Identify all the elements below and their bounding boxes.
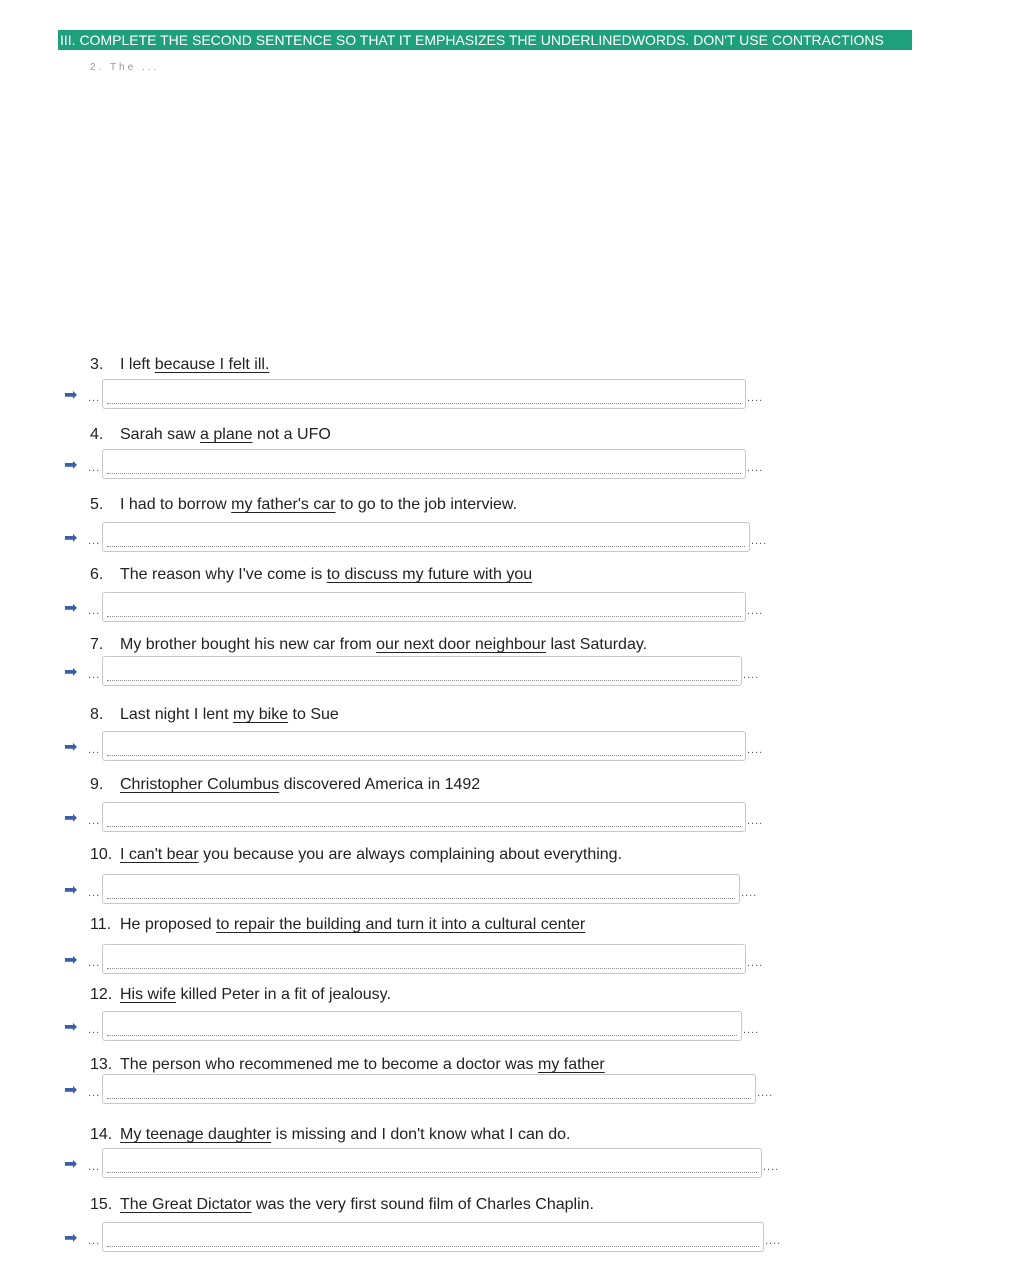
arrow-right-icon: ➡ [64, 952, 78, 969]
answer-dots-right: .... [747, 392, 764, 404]
answer-input-box[interactable] [102, 1074, 756, 1104]
question-text-end: to Sue [288, 706, 339, 723]
answer-dots-left: ... [88, 744, 101, 756]
answer-input-box[interactable] [102, 592, 746, 622]
answer-input-box[interactable] [102, 449, 746, 479]
answer-dots-right: .... [743, 669, 760, 681]
question-number: 5. [90, 496, 104, 513]
answer-dots-left: ... [88, 815, 101, 827]
arrow-right-icon: ➡ [64, 600, 78, 617]
underlined-phrase: my bike [232, 706, 289, 723]
question-item [90, 565, 532, 585]
question-text-end: to go to the job interview. [335, 496, 518, 513]
answer-dots-right: .... [747, 815, 764, 827]
question-item [90, 425, 331, 445]
arrow-right-icon: ➡ [64, 1019, 78, 1036]
answer-input-box[interactable] [102, 656, 742, 686]
underlined-phrase: His wife [120, 986, 177, 1003]
answer-dots-right: .... [751, 535, 768, 547]
question-text-end: killed Peter in a fit of jealousy. [176, 986, 391, 1003]
answer-input-box[interactable] [102, 1148, 762, 1178]
question-number: 11. [90, 916, 112, 933]
arrow-right-icon: ➡ [64, 739, 78, 756]
arrow-right-icon: ➡ [64, 387, 78, 404]
answer-dots-left: ... [88, 392, 101, 404]
arrow-right-icon: ➡ [64, 530, 78, 547]
answer-dots-right: .... [743, 1024, 760, 1036]
question-text: Sarah saw [120, 426, 201, 443]
answer-dots-right: .... [741, 887, 758, 899]
question-number: 10. [90, 846, 113, 863]
underlined-phrase: our next door neighbour [376, 636, 547, 653]
answer-dots-left: ... [88, 605, 101, 617]
question-text-end: was the very first sound film of Charles Chaplin. [251, 1196, 594, 1213]
underlined-phrase: my father [537, 1056, 605, 1073]
question-item [90, 355, 269, 375]
arrow-right-icon: ➡ [64, 882, 78, 899]
answer-dots-right: .... [763, 1161, 780, 1173]
answer-dots-left: ... [88, 1024, 101, 1036]
question-number: 8. [90, 706, 104, 723]
answer-dots-right: .... [747, 462, 764, 474]
underlined-phrase: to repair the building and turn it into a cultural center [216, 916, 586, 933]
underlined-phrase: my father's car [231, 496, 336, 513]
answer-input-box[interactable] [102, 379, 746, 409]
question-text: I had to borrow [120, 496, 232, 513]
question-number: 4. [90, 426, 104, 443]
question-number: 15. [90, 1196, 113, 1213]
underlined-phrase: The Great Dictator [120, 1196, 252, 1213]
answer-dots-left: ... [88, 1161, 101, 1173]
arrow-right-icon: ➡ [64, 1230, 78, 1247]
answer-dots-right: .... [765, 1235, 782, 1247]
question-number: 13. [90, 1056, 113, 1073]
faded-line: 2. The ... [90, 62, 160, 73]
question-text-end: is missing and I don't know what I can do. [271, 1126, 571, 1143]
underlined-phrase: My teenage daughter [120, 1126, 272, 1143]
question-item [90, 705, 339, 725]
answer-dots-right: .... [747, 957, 764, 969]
question-item [90, 845, 622, 865]
question-text-end: not a UFO [252, 426, 331, 443]
question-number: 3. [90, 356, 104, 373]
underlined-phrase: to discuss my future with you [326, 566, 533, 583]
arrow-right-icon: ➡ [64, 1156, 78, 1173]
answer-dots-left: ... [88, 462, 101, 474]
instructions-header: III. COMPLETE THE SECOND SENTENCE SO THAT IT EMPHASIZES THE UNDERLINEDWORDS. DON'T USE CONTRACTIONS [58, 30, 912, 50]
question-item [90, 635, 647, 655]
question-text: The reason why I've come is [120, 566, 327, 583]
question-item [90, 915, 585, 935]
question-text: The person who recommened me to become a doctor was [120, 1056, 538, 1073]
answer-input-box[interactable] [102, 874, 740, 904]
answer-dots-left: ... [88, 1235, 101, 1247]
answer-dots-right: .... [757, 1087, 774, 1099]
answer-input-box[interactable] [102, 802, 746, 832]
arrow-right-icon: ➡ [64, 664, 78, 681]
underlined-phrase: Christopher Columbus [120, 776, 280, 793]
question-number: 7. [90, 636, 104, 653]
answer-dots-right: .... [747, 744, 764, 756]
question-text: I left [120, 356, 155, 373]
question-text-end: you because you are always complaining about everything. [198, 846, 623, 863]
question-number: 9. [90, 776, 104, 793]
answer-dots-left: ... [88, 887, 101, 899]
question-text: My brother bought his new car from [120, 636, 377, 653]
question-item [90, 1195, 594, 1215]
answer-input-box[interactable] [102, 1011, 742, 1041]
question-item [90, 495, 517, 515]
answer-dots-left: ... [88, 957, 101, 969]
question-text: He proposed [120, 916, 217, 933]
arrow-right-icon: ➡ [64, 457, 78, 474]
underlined-phrase: because I felt ill. [154, 356, 270, 373]
answer-input-box[interactable] [102, 731, 746, 761]
question-number: 14. [90, 1126, 113, 1143]
answer-dots-left: ... [88, 1087, 101, 1099]
underlined-phrase: I can't bear [120, 846, 199, 863]
question-item [90, 775, 480, 795]
arrow-right-icon: ➡ [64, 810, 78, 827]
question-text: Last night I lent [120, 706, 233, 723]
answer-input-box[interactable] [102, 1222, 764, 1252]
question-text-end: last Saturday. [546, 636, 648, 653]
question-item [90, 1125, 570, 1145]
answer-input-box[interactable] [102, 944, 746, 974]
arrow-right-icon: ➡ [64, 1082, 78, 1099]
question-text-end: discovered America in 1492 [279, 776, 481, 793]
answer-dots-left: ... [88, 535, 101, 547]
underlined-phrase: a plane [200, 426, 253, 443]
question-number: 12. [90, 986, 113, 1003]
answer-dots-right: .... [747, 605, 764, 617]
question-item [90, 1055, 605, 1075]
answer-dots-left: ... [88, 669, 101, 681]
question-item [90, 985, 391, 1005]
question-number: 6. [90, 566, 104, 583]
answer-input-box[interactable] [102, 522, 750, 552]
